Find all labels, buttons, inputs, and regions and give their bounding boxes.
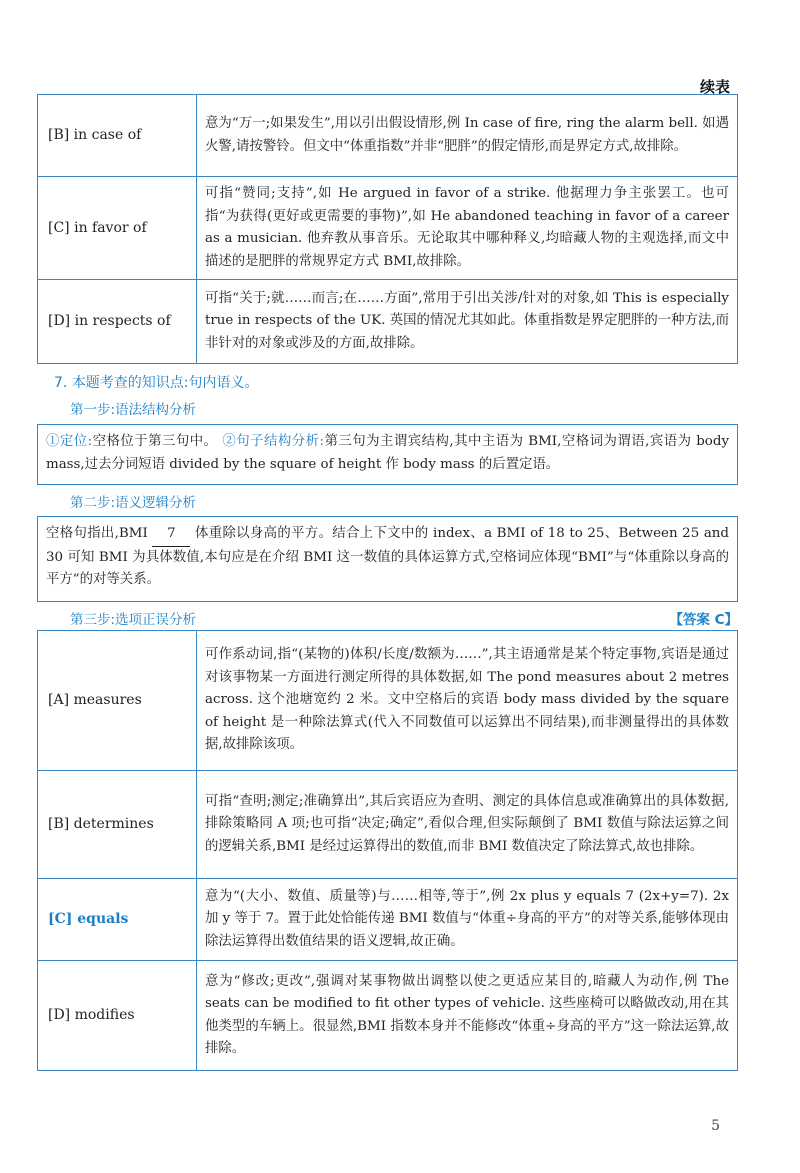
locate-label: ①定位: [46, 434, 93, 449]
table-row [38, 879, 738, 961]
option-explanation: 可作系动词,指“(某物的)体积/长度/数额为……”,其主语通常是某个特定事物,宾语是通过对该事物某一方面进行测定所得的具体数据,如 The pond measures about 2 metres across. 这个池塘宽约 2 米。文中空格后的宾语 body mass divided by the square of height 是一种除法算式(代入不同数值可以运算出不同结果),而非测量得出的具体数据,故排除该项。 [197, 631, 738, 771]
option-explanation: 意为“万一;如果发生”,用以引出假设情形,例 In case of fire, ring the alarm bell. 如遇火警,请按警铃。但文中“体重指数”并非“肥胖”的假定情形,而是界定方式,故排除。 [197, 95, 738, 177]
answer-badge: 【答案 C】 [669, 612, 738, 628]
question-heading [54, 372, 259, 392]
step3-title: 第三步:选项正误分析 [70, 612, 197, 628]
semantic-text-pre: 空格句指出,BMI [46, 526, 148, 541]
continued-label: 续表 [699, 78, 730, 96]
table-row [38, 280, 738, 364]
step1-title: 第一步:语法结构分析 [70, 402, 197, 418]
option-explanation: 可指“关于;就……而言;在……方面”,常用于引出关涉/针对的对象,如 This is especially true in respects of the UK. 英国的情况尤其如此。体重指数是界定肥胖的一种方法,而非针对的对象或涉及的方面,故排除。 [197, 280, 738, 364]
structure-text: 第三句为主谓宾结构,其中主语为 BMI,空格词为谓语,宾语为 body mass,过去分词短语 divided by the square of height 作 body mass 的后置定语。 [46, 434, 730, 472]
options-table [37, 630, 738, 1071]
blank-number: 7 [152, 523, 190, 547]
semantic-analysis-box [37, 516, 738, 602]
page-number: 5 [711, 1118, 720, 1134]
locate-text: 空格位于第三句中。 [92, 434, 218, 449]
option-label: [B] determines [38, 771, 197, 879]
option-explanation: 意为“修改;更改”,强调对某事物做出调整以使之更适应某目的,暗藏人为动作,例 The seats can be modified to fit other types of vehicle. 这些座椅可以略做改动,用在其他类型的车辆上。很显然,BMI 指数本身并不能修改“体重÷身高的平方”这一除法运算,故排除。 [197, 961, 738, 1071]
question-number: 7. [54, 375, 68, 391]
table-row [38, 771, 738, 879]
option-explanation: 可指“赞同;支持”,如 He argued in favor of a strike. 他据理力争主张罢工。也可指“为获得(更好或更需要的事物)”,如 He abandoned teaching in favor of a career as a musician. 他弃教从事音乐。无论取其中哪种释义,均暗藏人物的主观选择,而文中描述的是肥胖的常规界定方式 BMI,故排除。 [197, 177, 738, 280]
option-label-correct: [C] equals [38, 879, 197, 961]
option-label: [A] measures [38, 631, 197, 771]
option-label: [C] in favor of [38, 177, 197, 280]
grammar-analysis-box [37, 424, 738, 485]
option-label: [D] in respects of [38, 280, 197, 364]
structure-label: ②句子结构分析: [222, 434, 324, 449]
question-title: 本题考查的知识点:句内语义。 [71, 375, 259, 391]
table-row [38, 95, 738, 177]
table-row [38, 177, 738, 280]
step2-title: 第二步:语义逻辑分析 [70, 495, 197, 511]
semantic-text-post: 体重除以身高的平方。结合上下文中的 index、a BMI of 18 to 25、Between 25 and 30 可知 BMI 为具体数值,本句应是在介绍 BMI 这一数值的具体运算方式,空格词应体现“BMI”与“体重除以身高的平方”的对等关系。 [46, 526, 729, 587]
table-row [38, 961, 738, 1071]
option-label: [D] modifies [38, 961, 197, 1071]
option-explanation: 意为“(大小、数值、质量等)与……相等,等于”,例 2x plus y equals 7 (2x+y=7). 2x 加 y 等于 7。置于此处恰能传递 BMI 数值与“体重÷身高的平方”的对等关系,能够体现由除法运算得出数值结果的语义逻辑,故正确。 [197, 879, 738, 961]
option-explanation: 可指“查明;测定;准确算出”,其后宾语应为查明、测定的具体信息或准确算出的具体数据,排除策略同 A 项;也可指“决定;确定”,看似合理,但实际颠倒了 BMI 数值与除法运算之间的逻辑关系,BMI 是经过运算得出的数值,而非 BMI 数值决定了除法算式,故也排除。 [197, 771, 738, 879]
options-table-prev [37, 94, 738, 364]
table-row [38, 631, 738, 771]
option-label: [B] in case of [38, 95, 197, 177]
